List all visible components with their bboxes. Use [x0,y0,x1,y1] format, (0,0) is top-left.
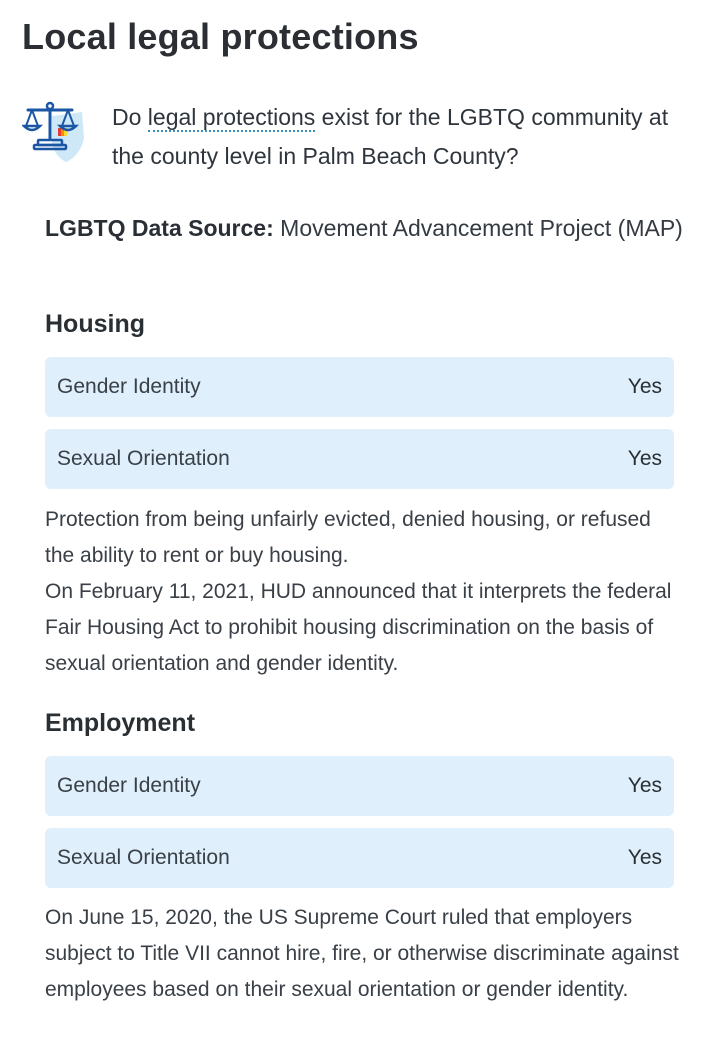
scale-of-justice-icon [22,98,88,164]
employment-row-sexual-orientation [45,828,674,888]
data-source-value: Movement Advancement Project (MAP) [273,215,683,241]
data-source [45,210,685,246]
housing-description [45,502,685,682]
question-text [112,98,702,176]
housing-row-gender-identity [45,357,674,417]
row-label: Gender Identity [57,375,201,398]
row-label: Sexual Orientation [57,846,230,869]
housing-row-sexual-orientation [45,429,674,489]
data-source-label: LGBTQ Data Source: [45,215,274,241]
legal-protections-link[interactable]: legal protections [147,104,316,130]
employment-description: On June 15, 2020, the US Supreme Court ruled that employers subject to Title VII cannot hire, fire, or otherwise discriminate against employees based on their sexual orientation or gender identity. [45,906,679,1001]
employment-row-gender-identity [45,756,674,816]
row-value: Yes [627,774,662,797]
question-prefix: Do [112,104,148,130]
row-value: Yes [627,846,662,869]
row-value: Yes [627,375,662,398]
row-label: Sexual Orientation [57,447,230,470]
row-value: Yes [627,447,662,470]
page-title: Local legal protections [22,16,419,57]
housing-title: Housing [45,310,145,338]
question-suffix: exist for the LGBTQ community at the county level in Palm Beach County? [112,104,669,169]
row-label: Gender Identity [57,774,201,797]
employment-title: Employment [45,709,196,737]
housing-description-2: On February 11, 2021, HUD announced that it interprets the federal Fair Housing Act to prohibit housing discrimination on the basis of sexual orientation and gender identity. [45,580,672,675]
question-row [22,98,702,176]
housing-description-1: Protection from being unfairly evicted, denied housing, or refused the ability to rent or buy housing. [45,508,651,567]
